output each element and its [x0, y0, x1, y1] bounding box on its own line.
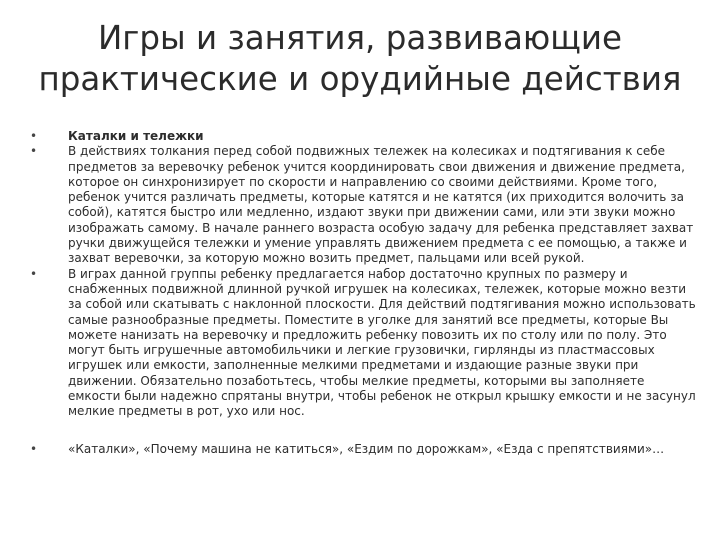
- bullet-marker: •: [30, 129, 38, 143]
- bullet-marker: •: [30, 266, 38, 281]
- bullet-item-games: [30, 267, 698, 420]
- bullet-item-description: [30, 144, 698, 266]
- bullet-marker: •: [30, 144, 38, 159]
- slide-title-line-1: Игры и занятия, развивающие: [98, 19, 622, 57]
- bullet-marker: •: [30, 441, 38, 456]
- bullet-text: «Каталки», «Почему машина не катиться», «Ездим по дорожкам», «Езда с препятствиями»…: [68, 441, 665, 456]
- slide-title: [20, 18, 700, 100]
- bullet-item-game-list: [30, 442, 698, 457]
- slide-title-line-2: практические и орудийные действия: [38, 59, 682, 98]
- bullet-text: Каталки и тележки: [68, 129, 204, 143]
- bullet-item-heading: [30, 129, 698, 144]
- bullet-text: В играх данной группы ребенку предлагается набор достаточно крупных по размеру и снабженных подвижной длинной ручкой игрушек на колесиках, тележек, которые можно везти за собой или скатывать с наклонной плоскости. Для действий подтягивания можно использовать самые разнообразные предметы. Поместите в уголке для занятий все предметы, которые Вы можете нанизать на веревочку и предложить ребенку повозить их по столу или по полу. Это могут быть игрушечные автомобильчики и легкие грузовички, гирлянды из пластмассовых игрушек или емкости, заполненные мелкими предметами и издающие разные звуки при движении. Обязательно позаботьтесь, чтобы мелкие предметы, которыми вы заполняете емкости были надежно спрятаны внутри, чтобы ребенок не открыл крышку емкости и не засунул мелкие предметы в рот, ухо или нос.: [68, 266, 696, 419]
- bullet-text: В действиях толкания перед собой подвижных тележек на колесиках и подтягивания к себе предметов за веревочку ребенок учится координировать свои движения и движение предмета, которое он синхронизирует по скорости и направлению со своими действиями. Кроме того, ребенок учится различать предметы, которые катятся и не катятся (их приходится волочить за собой), катятся быстро или медленно, издают звуки при движении сами, или эти звуки можно изображать самому. В начале раннего возраста особую задачу для ребенка представляет захват ручки движущейся тележки и умение управлять движением предмета с ее помощью, а также и захват веревочки, за которую можно возить предмет, пальцами или всей рукой.: [68, 144, 694, 266]
- bullet-list: [30, 129, 698, 457]
